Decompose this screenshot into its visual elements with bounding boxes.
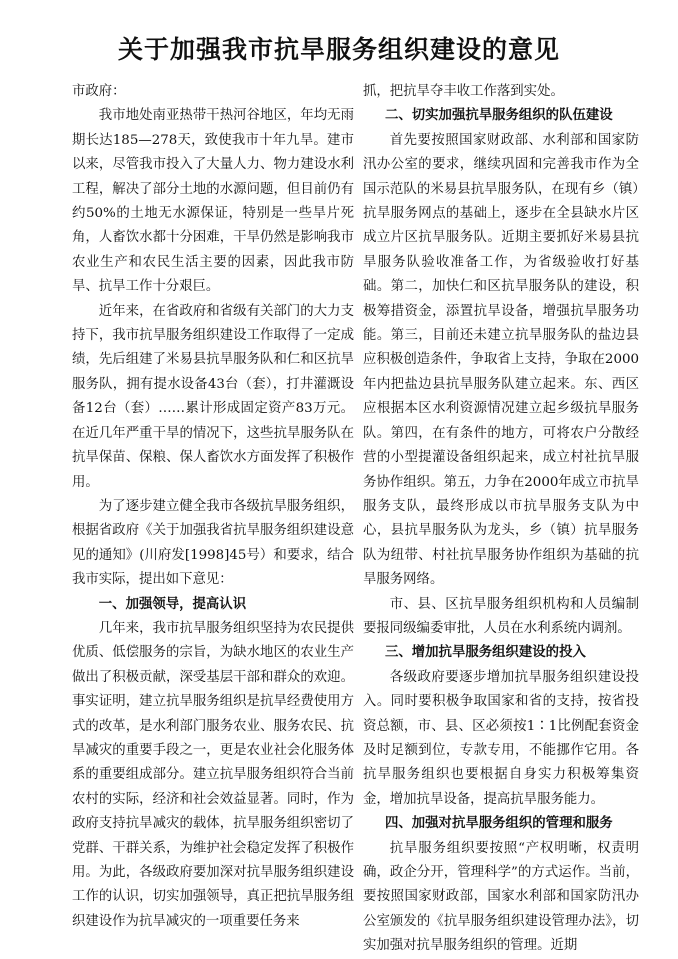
right-column — [363, 80, 639, 959]
body-paragraph: 为了逐步建立健全我市各级抗旱服务组织，根据省政府《关于加强我省抗旱服务组织建设意见的通知》(川府发[1998]45号）和要求，结合我市实际，提出如下意见： — [72, 498, 354, 588]
body-paragraph: 近年来，在省政府和省级有关部门的大力支持下，我市抗旱服务组织建设工作取得了一定成绩，先后组建了米易县抗旱服务队和仁和区抗旱服务队，拥有提水设备43台（套），打井灌溉设备12台（套）……累计形成固定资产83万元。在近几年严重干旱的情况下，这些抗旱服务队在抗旱保苗、保粮、保人畜饮水方面发挥了积极作用。 — [72, 303, 354, 490]
section-heading: 四、加强对抗旱服务组织的管理和服务 — [385, 816, 613, 832]
body-paragraph: 各级政府要逐步增加抗旱服务组织建设投入。同时要积极争取国家和省的支持，按省投资总额，市、县、区必须按1∶1比例配套资金及时足额到位，专款专用，不能挪作它用。各抗旱服务组织也要根据自身实力积极筹集资金，增加抗旱设备，提高抗旱服务能力。 — [363, 669, 639, 807]
body-paragraph: 抗旱服务组织要按照“产权明晰，权责明确，政企分开，管理科学”的方式运作。当前，要按照国家财政部，国家水利部和国家防汛办公室颁发的《抗旱服务组织建设管理办法》，切实加强对抗旱服务组织的管理。近期 — [363, 840, 639, 954]
section-heading: 一、加强领导，提高认识 — [98, 596, 247, 612]
body-paragraph: 几年来，我市抗旱服务组织坚持为农民提供优质、低偿服务的宗旨，为缺水地区的农业生产做出了积极贡献，深受基层干部和群众的欢迎。事实证明，建立抗旱服务组织是抗旱经费使用方式的改革，是水利部门服务农业、服务农民、抗旱减灾的重要手段之一，更是农业社会化服务体系的重要组成部分。建立抗旱服务组织符合当前农村的实际，经济和社会效益显著。同时，作为政府支持抗旱减灾的载体，抗旱服务组织密切了党群、干群关系，为维护社会稳定发挥了积极作用。为此，各级政府要加深对抗旱服务组织建设工作的认识，切实加强领导，真正把抗旱服务组织建设作为抗旱减灾的一项重要任务来 — [72, 620, 354, 929]
section-heading: 三、增加抗旱服务组织建设的投入 — [385, 645, 586, 661]
left-column — [72, 80, 354, 934]
body-paragraph: 抓，把抗旱夺丰收工作落到实处。 — [363, 84, 564, 99]
section-heading: 二、切实加强抗旱服务组织的队伍建设 — [385, 108, 613, 124]
body-paragraph: 我市地处南亚热带干热河谷地区，年均无雨期长达185—278天，致使我市十年九旱。建市以来，尽管我市投入了大量人力、物力建设水利工程，解决了部分土地的水源问题，但目前仍有约50%的土地无水源保证，特别是一些旱片死角，人畜饮水都十分困难，干旱仍然是影响我市农业生产和农民生活主要的因素，因此我市防旱、抗旱工作十分艰巨。 — [72, 108, 354, 295]
body-paragraph: 首先要按照国家财政部、水利部和国家防汛办公室的要求，继续巩固和完善我市作为全国示范队的米易县抗旱服务队，在现有乡（镇）抗旱服务网点的基础上，逐步在全县缺水片区成立片区抗旱服务队。近期主要抓好米易县抗旱服务队验收准备工作，为省级验收打好基础。第二，加快仁和区抗旱服务队的建设，积极筹措资金，添置抗旱设备，增强抗旱服务功能。第三，目前还未建立抗旱服务队的盐边县应积极创造条件，争取省上支持，争取在2000年内把盐边县抗旱服务队建立起来。东、西区应根据本区水利资源情况建立起乡级抗旱服务队。第四，在有条件的地方，可将农户分散经营的小型提灌设备组织起来，成立村社抗旱服务协作组织。第五，力争在2000年成立市抗旱服务支队，最终形成以市抗旱服务支队为中心，县抗旱服务队为龙头，乡（镇）抗旱服务队为纽带、村社抗旱服务协作组织为基础的抗旱服务网络。 — [363, 132, 639, 588]
document-title: 关于加强我市抗旱服务组织建设的意见 — [117, 35, 560, 64]
body-paragraph: 市、县、区抗旱服务组织机构和人员编制要报同级编委审批，人员在水利系统内调剂。 — [363, 596, 639, 636]
body-paragraph: 市政府： — [72, 84, 126, 99]
